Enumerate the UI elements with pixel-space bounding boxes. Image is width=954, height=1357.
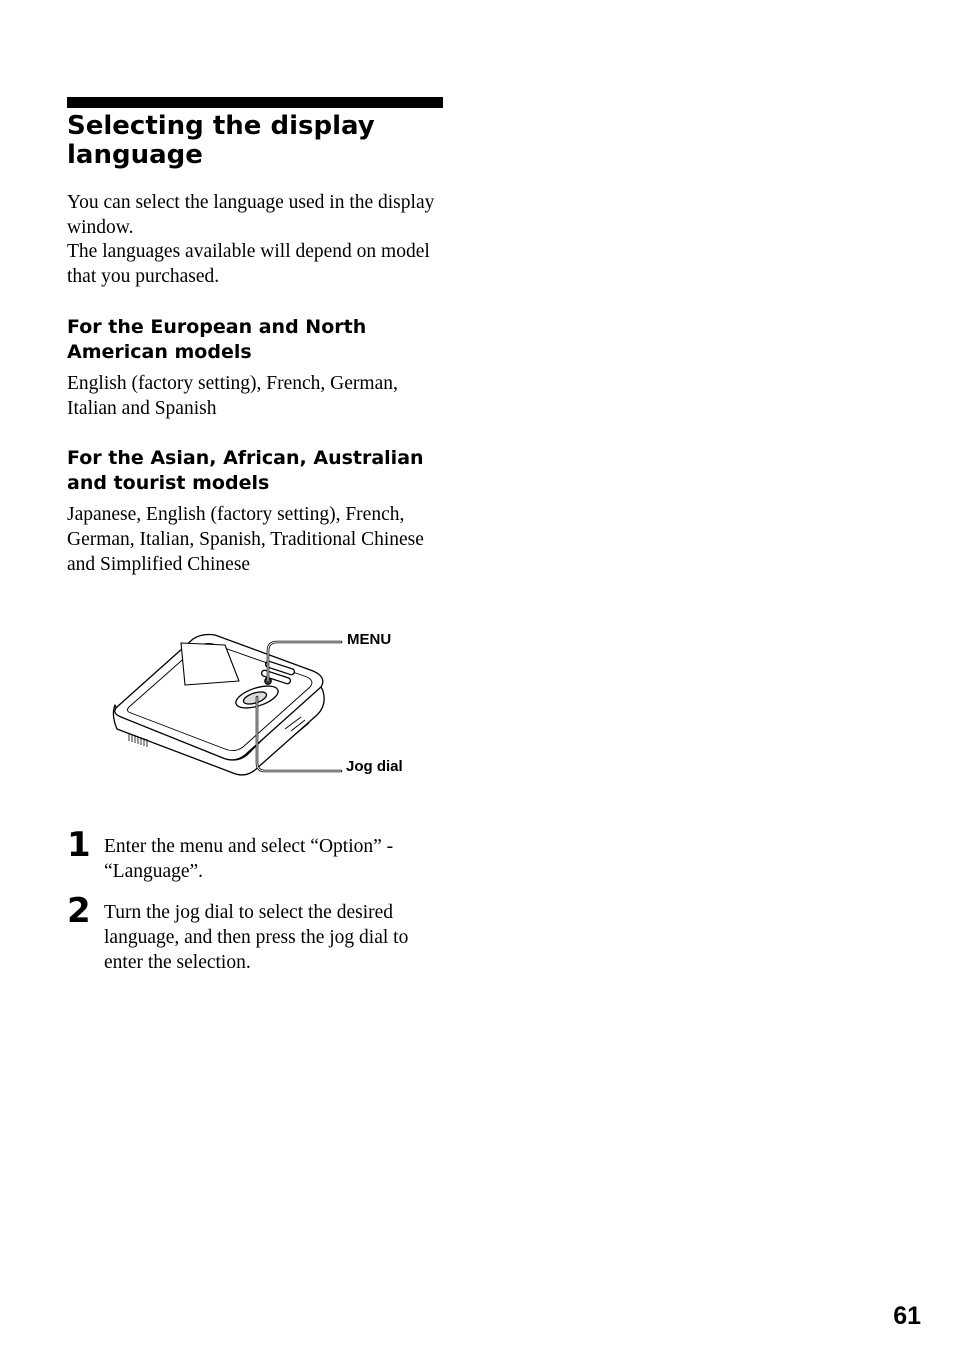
step-number: 2 <box>67 891 91 931</box>
intro-paragraph-1: You can select the language used in the display window. <box>67 192 435 238</box>
step-number: 1 <box>67 825 91 865</box>
page-number: 61 <box>893 1302 921 1330</box>
page-title: Selecting the display language <box>67 111 375 170</box>
menu-label: MENU <box>347 631 392 648</box>
section-rule <box>67 97 443 108</box>
asian-heading: For the Asian, African, Australian and tourist models <box>67 447 424 494</box>
step-text: Turn the jog dial to select the desired language, and then press the jog dial to enter the selection. <box>104 902 409 973</box>
european-languages: English (factory setting), French, German, Italian and Spanish <box>67 373 398 419</box>
asian-languages: Japanese, English (factory setting), French, German, Italian, Spanish, Traditional Chinese and Simplified Chinese <box>67 504 424 575</box>
european-heading: For the European and North American models <box>67 316 367 363</box>
step-text: Enter the menu and select “Option” - “Language”. <box>104 836 394 882</box>
jog-dial-label: Jog dial <box>346 758 403 775</box>
intro-paragraph-2: The languages available will depend on model that you purchased. <box>67 241 430 287</box>
